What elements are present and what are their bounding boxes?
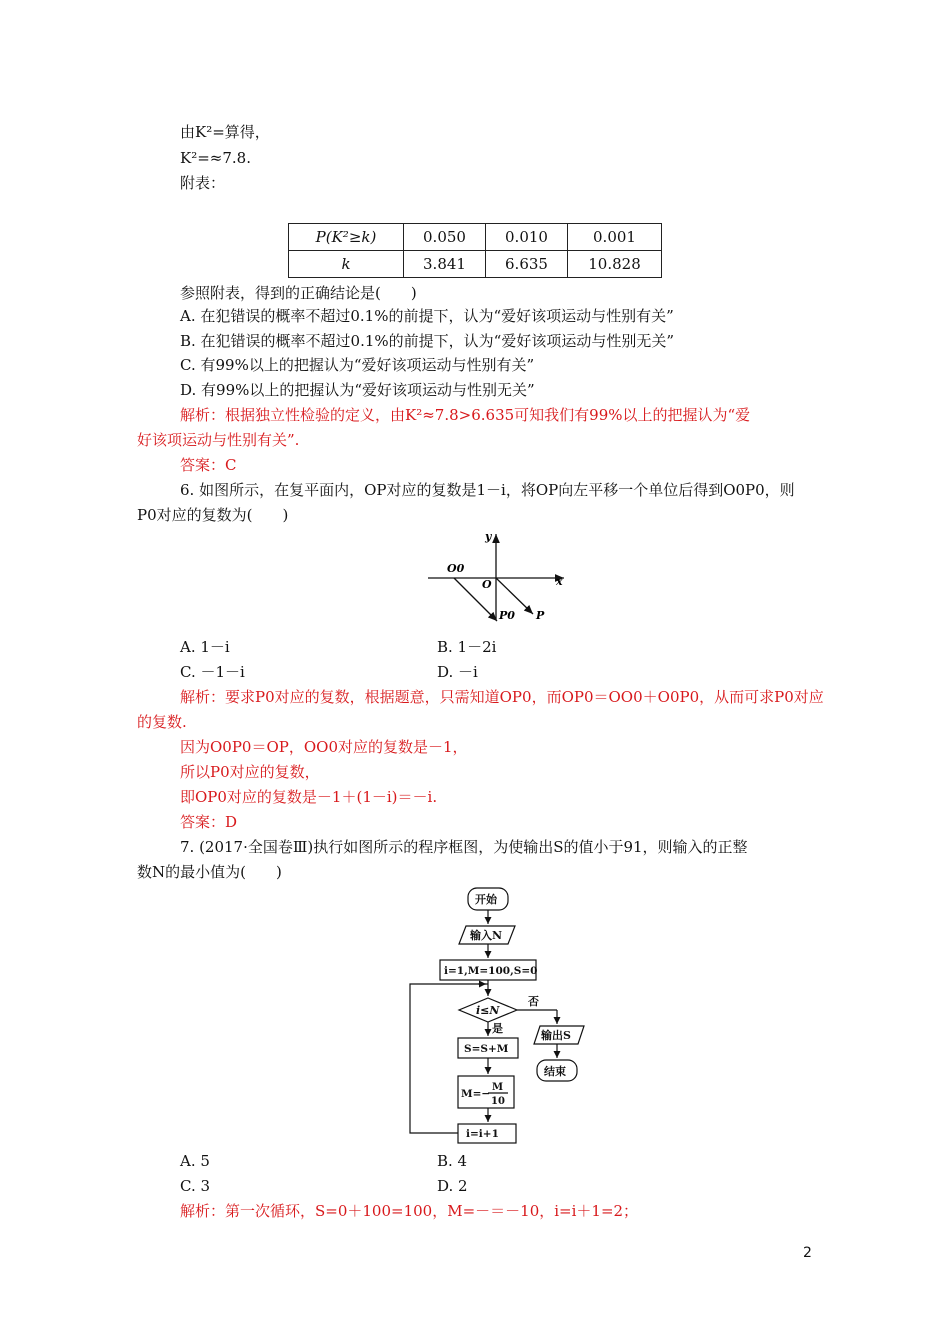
q6-analysis-line5: 即OP0对应的复数是－1＋(1－i)＝－i.	[180, 788, 438, 806]
q5-option-b: B. 在犯错误的概率不超过0.1%的前提下，认为“爱好该项运动与性别无关”	[180, 332, 675, 350]
q6-answer: 答案：D	[180, 813, 238, 831]
yes-label: 是	[492, 1022, 503, 1035]
table-cell: P(K²≥k)	[289, 224, 404, 251]
q6-stem-line1: 6. 如图所示，在复平面内，OP对应的复数是1－i，将OP向左平移一个单位后得到O0P0，则	[180, 481, 795, 499]
table-cell: 0.001	[568, 224, 662, 251]
q6-option-d: D. －i	[437, 663, 478, 681]
table-cell: k	[289, 251, 404, 278]
critical-value-table	[288, 223, 662, 278]
p0-label: P0	[499, 609, 515, 622]
q5-stem: 参照附表，得到的正确结论是( )	[180, 284, 417, 302]
table-cell: 10.828	[568, 251, 662, 278]
table-row	[289, 251, 662, 278]
q7-option-d: D. 2	[437, 1177, 468, 1195]
q5-analysis-line1: 解析：根据独立性检验的定义，由K²≈7.8>6.635可知我们有99%以上的把握认为“爱	[180, 406, 751, 424]
origin-label: O	[482, 578, 492, 591]
start-label: 开始	[475, 893, 497, 906]
q6-analysis-line4: 所以P0对应的复数，	[180, 763, 320, 781]
q7-stem-line2: 数N的最小值为( )	[137, 863, 282, 881]
complex-plane-figure	[418, 527, 578, 627]
x-axis-label: x	[556, 575, 563, 588]
s-update-label: S=S+M	[464, 1043, 509, 1055]
q7-stem-line1: 7. (2017·全国卷Ⅲ)执行如图所示的程序框图，为使输出S的值小于91，则输入的正整	[180, 838, 748, 856]
q6-option-b: B. 1－2i	[437, 638, 497, 656]
table-cell: 0.050	[404, 224, 486, 251]
o0-label: O0	[447, 562, 465, 575]
table-cell: 0.010	[486, 224, 568, 251]
q7-option-c: C. 3	[180, 1177, 211, 1195]
q6-analysis-line1: 解析：要求P0对应的复数，根据题意，只需知道OP0，而OP0＝OO0＋O0P0，从而可求P0对应	[180, 688, 824, 706]
table-cell: 6.635	[486, 251, 568, 278]
flowchart-figure	[400, 886, 600, 1148]
q5-option-a: A. 在犯错误的概率不超过0.1%的前提下，认为“爱好该项运动与性别有关”	[180, 307, 674, 325]
q6-analysis-line2: 的复数.	[137, 713, 187, 731]
q7-analysis-line1: 解析：第一次循环，S=0＋100=100，M=－＝－10，i=i＋1=2；	[180, 1202, 639, 1220]
q6-option-c: C. －1－i	[180, 663, 245, 681]
k2-value-line: K²=≈7.8.	[180, 149, 251, 167]
output-label: 输出S	[541, 1029, 571, 1042]
init-label: i=1,M=100,S=0	[444, 965, 538, 977]
q5-answer: 答案：C	[180, 456, 237, 474]
q7-option-a: A. 5	[180, 1152, 210, 1170]
q7-option-b: B. 4	[437, 1152, 468, 1170]
page-number: 2	[803, 1245, 812, 1261]
q5-option-c: C. 有99%以上的把握认为“爱好该项运动与性别有关”	[180, 356, 535, 374]
q6-option-a: A. 1－i	[180, 638, 230, 656]
q5-analysis-line2: 好该项运动与性别有关”.	[137, 431, 300, 449]
condition-label: i≤N	[476, 1004, 500, 1017]
k2-formula-line: 由K²=算得，	[180, 123, 270, 141]
input-label: 输入N	[470, 929, 503, 942]
end-label: 结束	[544, 1065, 566, 1078]
y-axis-label: y	[485, 530, 492, 543]
q5-option-d: D. 有99%以上的把握认为“爱好该项运动与性别无关”	[180, 381, 535, 399]
table-cell: 3.841	[404, 251, 486, 278]
m-denominator: 10	[491, 1096, 505, 1107]
table-row	[289, 224, 662, 251]
no-label: 否	[528, 995, 539, 1008]
m-numerator: M	[492, 1082, 504, 1093]
q6-analysis-line3: 因为O0P0＝OP，OO0对应的复数是－1，	[180, 738, 468, 756]
appendix-label: 附表：	[180, 174, 226, 192]
p-label: P	[536, 609, 545, 622]
i-update-label: i=i+1	[466, 1128, 499, 1140]
m-update-lhs: M=−	[461, 1088, 491, 1100]
q6-stem-line2: P0对应的复数为( )	[137, 506, 289, 524]
